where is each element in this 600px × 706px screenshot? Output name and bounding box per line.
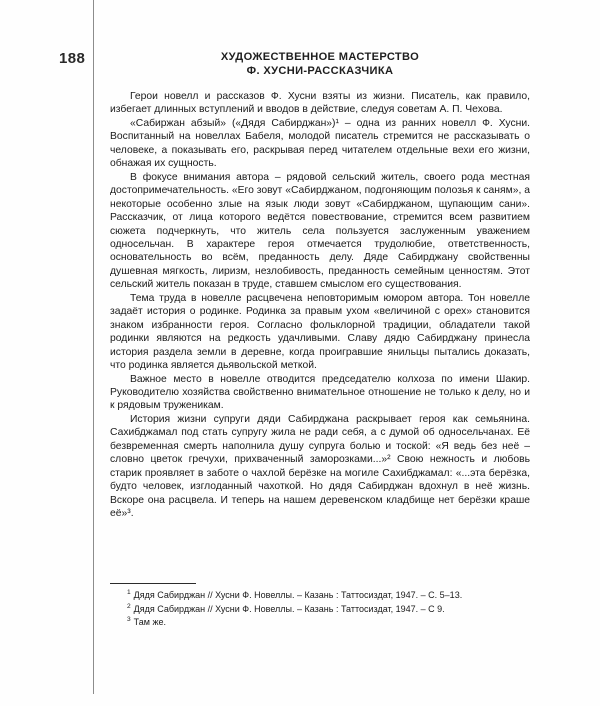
body-paragraph: «Сабиржан абзый» («Дядя Сабирджан»)¹ – одна из ранних новелл Ф. Хусни. Воспитанный на новеллах Бабеля, молодой писатель стремится не рассказывать о человеке, а показывать его, раскрывая перед читателем отдельные вехи его жизни, обнажая их сущность. bbox=[110, 117, 530, 170]
body-paragraph: В фокусе внимания автора – рядовой сельский житель, своего рода местная достопримечательность. «Его зовут «Сабирджаном, подгоняющим полозья к саням», а некоторые особенно злые на язык люди зовут «Сабирджаном, щупающим сани». Рассказчик, от лица которого ведётся повествование, стремится всем развитием сюжета подчеркнуть, что житель села пользуется заслуженным уважением односельчан. В характере героя отмечается трудолюбие, ответственность, основательность во всём, преданность делу. Дяде Сабирджану свойственны душевная мягкость, лиризм, незлобивость, преданность семейным ценностям. Этот сельский житель показан в труде, ставшем смыслом его существования. bbox=[110, 171, 530, 291]
body-paragraph: Тема труда в новелле расцвечена неповторимым юмором автора. Тон новелле задаёт история о родинке. Родинка за правым ухом «величиной с орех» становится знаком избранности героя. Согласно фольклорной традиции, обладатели такой родинки являются на редкость удачливыми. Славу дядю Сабирджану принесла история раздела земли в деревне, когда проигравшие янильцы пытались доказать, что родинка является дьявольской меткой. bbox=[110, 292, 530, 372]
footnote-item bbox=[110, 603, 530, 616]
body-paragraph: Важное место в новелле отводится председателю колхоза по имени Шакир. Руководителю хозяйства свойственно внимательное отношение не только к делу, но и к рядовым труженикам. bbox=[110, 373, 530, 412]
footnote-item bbox=[110, 589, 530, 602]
footnote-marker: 1 bbox=[127, 589, 131, 596]
footnote-item bbox=[110, 616, 530, 629]
footnote-marker: 2 bbox=[127, 602, 131, 610]
body-paragraph: Герои новелл и рассказов Ф. Хусни взяты из жизни. Писатель, как правило, избегает длинных вступлений и вводов в действие, следуя советам А. П. Чехова. bbox=[110, 91, 530, 116]
article-title-line-1: ХУДОЖЕСТВЕННОЕ МАСТЕРСТВО bbox=[220, 51, 420, 63]
footnote-separator-rule bbox=[110, 583, 196, 584]
footnote-text: Дядя Сабирджан // Хусни Ф. Новеллы. – Казань : Таттосиздат, 1947. – С 9. bbox=[133, 603, 445, 614]
body-paragraph: История жизни супруги дяди Сабирджана раскрывает героя как семьянина. Сахибджамал под стать супругу жила не ради себя, а с думой об односельчанах. Её безвременная смерть наполнила душу супруга болью и тоской: «Я ведь без неё – словно цветок гречухи, прихваченный заморозками...»² Свою нежность и любовь старик проявляет в заботе о чахлой берёзке на могиле Сахибджамал: «...эта берёзка, будто человек, изглоданный чахоткой. Но дядя Сабирджан вдохнул в неё жизнь. Вскоре она расцвела. И теперь на нашем деревенском кладбище нет берёзки краше её»³. bbox=[110, 413, 530, 520]
page-spine-rule bbox=[93, 0, 94, 694]
footnote-text: Дядя Сабирджан // Хусни Ф. Новеллы. – Казань : Таттосиздат, 1947. – С. 5–13. bbox=[133, 590, 463, 600]
footnote-marker: 3 bbox=[127, 616, 131, 623]
article-title bbox=[110, 50, 530, 78]
footnote-text: Там же. bbox=[133, 617, 166, 627]
article-title-line-2: Ф. ХУСНИ-РАССКАЗЧИКА bbox=[246, 65, 394, 77]
text-column bbox=[110, 50, 530, 521]
footnote-block bbox=[110, 583, 530, 630]
page-number: 188 bbox=[59, 50, 86, 67]
